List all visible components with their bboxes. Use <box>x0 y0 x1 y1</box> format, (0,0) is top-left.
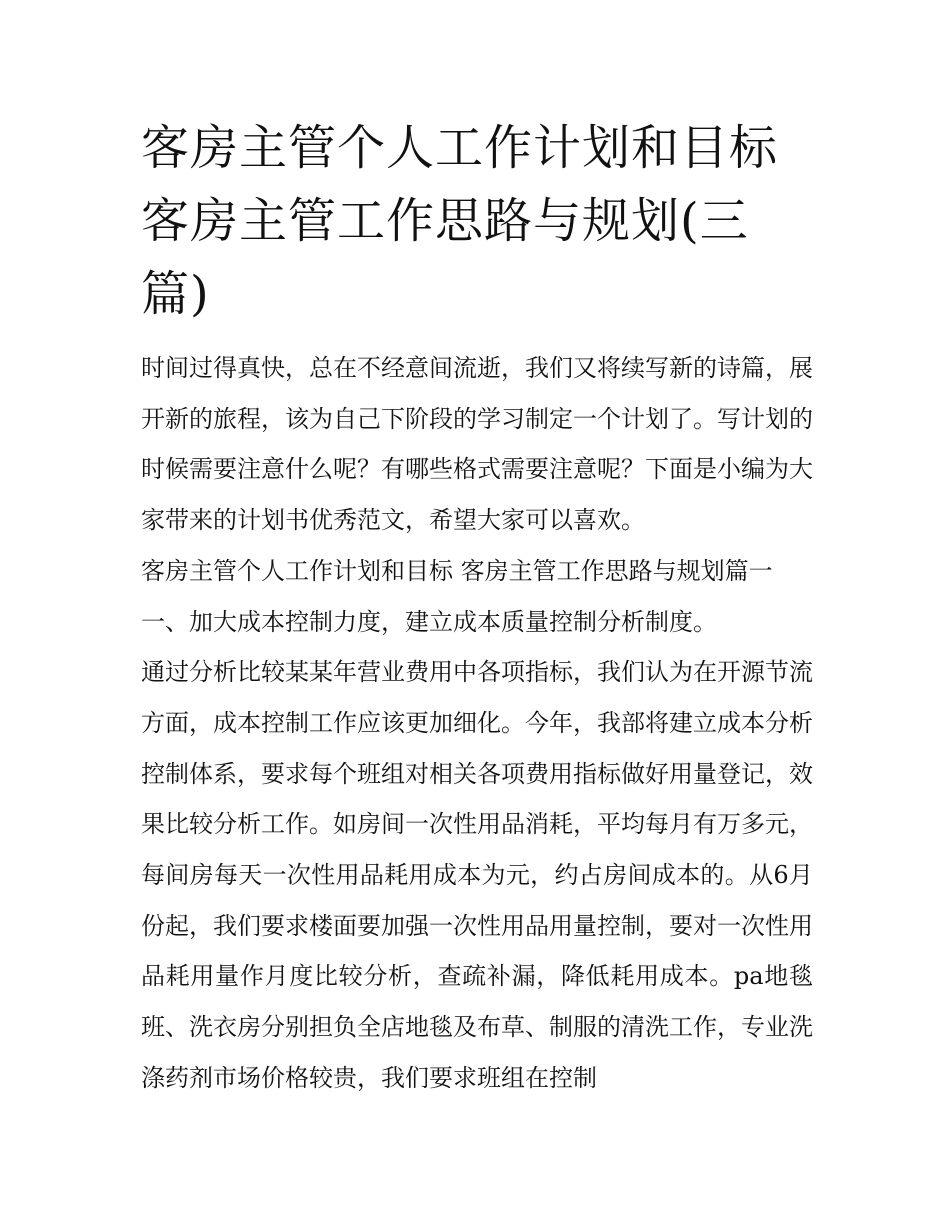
document-body <box>141 343 813 1104</box>
section-heading: 客房主管个人工作计划和目标 客房主管工作思路与规划篇一 <box>141 556 773 585</box>
point-heading: 一、加大成本控制力度，建立成本质量控制分析制度。 <box>141 607 717 636</box>
document-title: 客房主管个人工作计划和目标 客房主管工作思路与规划(三篇) <box>141 120 779 322</box>
body-paragraph: 通过分析比较某某年营业费用中各项指标，我们认为在开源节流方面，成本控制工作应该更加细化。今年，我部将建立成本分析控制体系，要求每个班组对相关各项费用指标做好用量登记，效果比较分析工作。如房间一次性用品消耗，平均每月有万多元，每间房每天一次性用品耗用成本为元，约占房间成本的。从6月份起，我们要求楼面要加强一次性用品用量控制，要对一次性用品耗用量作月度比较分析，查疏补漏，降低耗用成本。pa地毯班、洗衣房分别担负全店地毯及布草、制服的清洗工作，专业洗涤药剂市场价格较贵，我们要求班组在控制 <box>141 658 813 1092</box>
intro-paragraph: 时间过得真快，总在不经意间流逝，我们又将续写新的诗篇，展开新的旅程，该为自己下阶段的学习制定一个计划了。写计划的时候需要注意什么呢？有哪些格式需要注意呢？下面是小编为大家带来的计划书优秀范文，希望大家可以喜欢。 <box>141 354 813 535</box>
document-page <box>141 112 813 1104</box>
